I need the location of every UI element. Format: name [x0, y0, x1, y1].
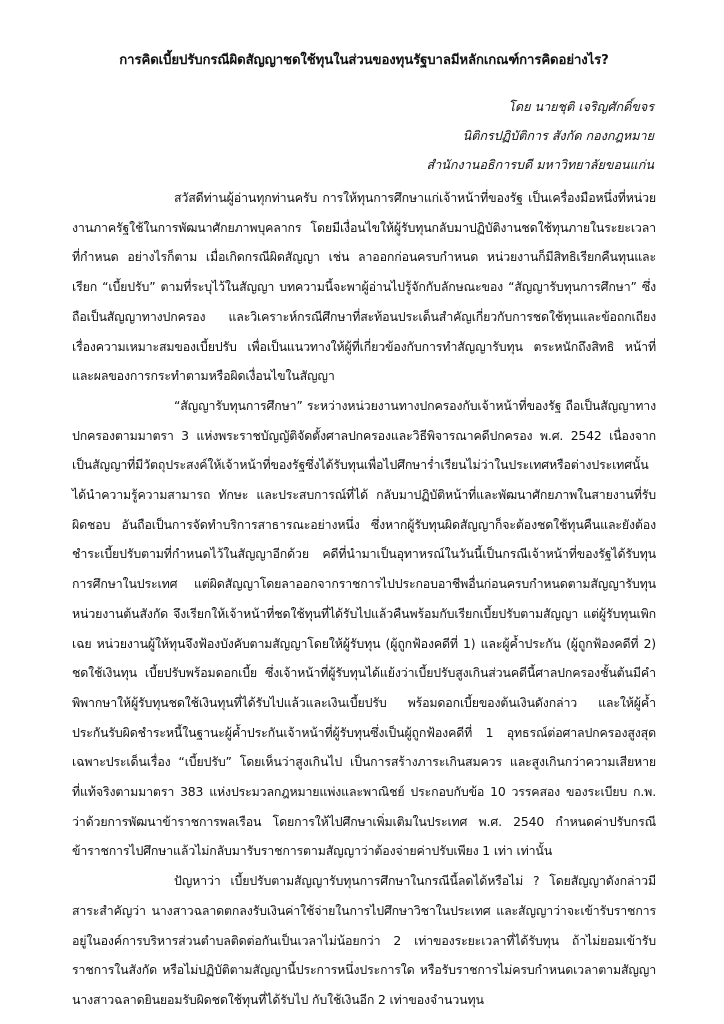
- author-position: นิติกรปฏิบัติการ สังกัด กองกฎหมาย: [462, 128, 654, 143]
- author-block: [72, 92, 656, 179]
- paragraph-case-facts: “สัญญารับทุนการศึกษา” ระหว่างหน่วยงานทางปกครองกับเจ้าหน้าที่ของรัฐ ถือเป็นสัญญาทางปกครองตามมาตรา 3 แห่งพระราชบัญญัติจัดตั้งศาลปกครองและวิธีพิจารณาคดีปกครอง พ.ศ. 2542 เนื่องจากเป็นสัญญาที่มีวัตถุประสงค์ให้เจ้าหน้าที่ของรัฐซึ่งได้รับทุนเพื่อไปศึกษาร่ำเรียนไม่ว่าในประเทศหรือต่างประเทศนั้น ได้นำความรู้ความสามารถ ทักษะ และประสบการณ์ที่ได้ กลับมาปฏิบัติหน้าที่และพัฒนาศักยภาพในสายงานที่รับผิดชอบ อันถือเป็นการจัดทำบริการสาธารณะอย่างหนึ่ง ซึ่งหากผู้รับทุนผิดสัญญาก็จะต้องชดใช้ทุนคืนและยังต้องชำระเบี้ยปรับตามที่กำหนดไว้ในสัญญาอีกด้วย คดีที่นำมาเป็นอุทาหรณ์ในวันนี้เป็นกรณีเจ้าหน้าที่ของรัฐได้รับทุนการศึกษาในประเทศ แต่ผิดสัญญาโดยลาออกจากราชการไปประกอบอาชีพอื่นก่อนครบกำหนดตามสัญญารับทุน หน่วยงานต้นสังกัด จึงเรียกให้เจ้าหน้าที่ชดใช้ทุนที่ได้รับไปแล้วคืนพร้อมกับเรียกเบี้ยปรับตามสัญญา แต่ผู้รับทุนเพิกเฉย หน่วยงานผู้ให้ทุนจึงฟ้องบังคับตามสัญญาโดยให้ผู้รับทุน (ผู้ถูกฟ้องคดีที่ 1) และผู้ค้ำประกัน (ผู้ถูกฟ้องคดีที่ 2) ชดใช้เงินทุน เบี้ยปรับพร้อมดอกเบี้ย ซึ่งเจ้าหน้าที่ผู้รับทุนได้แย้งว่าเบี้ยปรับสูงเกินส่วนคดีนี้ศาลปกครองชั้นต้นมีคำพิพากษาให้ผู้รับทุนชดใช้เงินทุนที่ได้รับไปแล้วและเงินเบี้ยปรับ พร้อมดอกเบี้ยของต้นเงินดังกล่าว และให้ผู้ค้ำประกันรับผิดชำระหนี้ในฐานะผู้ค้ำประกันเจ้าหน้าที่ผู้รับทุนซึ่งเป็นผู้ถูกฟ้องคดีที่ 1 อุทธรณ์ต่อศาลปกครองสูงสุดเฉพาะประเด็นเรื่อง “เบี้ยปรับ” โดยเห็นว่าสูงเกินไป เป็นการสร้างภาระเกินสมควร และสูงเกินกว่าความเสียหายที่แท้จริงตามมาตรา 383 แห่งประมวลกฎหมายแพ่งและพาณิชย์ ประกอบกับข้อ 10 วรรคสอง ของระเบียบ ก.พ. ว่าด้วยการพัฒนาข้าราชการพลเรือน โดยการให้ไปศึกษาเพิ่มเติมในประเทศ พ.ศ. 2540 กำหนดค่าปรับกรณีข้าราชการไปศึกษาแล้วไม่กลับมารับราชการตามสัญญาว่าต้องจ่ายค่าปรับเพียง 1 เท่า เท่านั้น: [72, 397, 656, 859]
- paragraph-issue: ปัญหาว่า เบี้ยปรับตามสัญญารับทุนการศึกษาในกรณีนี้ลดได้หรือไม่ ? โดยสัญญาดังกล่าวมีสาระสำคัญว่า นางสาวฉลาดตกลงรับเงินค่าใช้จ่ายในการไปศึกษาวิชาในประเทศ และสัญญาว่าจะเข้ารับราชการอยู่ในองค์การบริหารส่วนตำบลติดต่อกันเป็นเวลาไม่น้อยกว่า 2 เท่าของระยะเวลาที่ได้รับทุน ถ้าไม่ยอมเข้ารับราชการในสังกัด หรือไม่ปฏิบัติตามสัญญานี้ประการหนึ่งประการใด หรือรับราชการไม่ครบกำหนดเวลาตามสัญญา นางสาวฉลาดยินยอมรับผิดชดใช้ทุนที่ได้รับไป กับใช้เงินอีก 2 เท่าของจำนวนทุน: [72, 873, 656, 1007]
- paragraph-introduction: สวัสดีท่านผู้อ่านทุกท่านครับ การให้ทุนการศึกษาแก่เจ้าหน้าที่ของรัฐ เป็นเครื่องมือหนึ่งที่หน่วยงานภาครัฐใช้ในการพัฒนาศักยภาพบุคลากร โดยมีเงื่อนไขให้ผู้รับทุนกลับมาปฏิบัติงานชดใช้ทุนภายในระยะเวลาที่กำหนด อย่างไรก็ตาม เมื่อเกิดกรณีผิดสัญญา เช่น ลาออกก่อนครบกำหนด หน่วยงานก็มีสิทธิเรียกคืนทุนและเรียก “เบี้ยปรับ” ตามที่ระบุไว้ในสัญญา บทความนี้จะพาผู้อ่านไปรู้จักกับลักษณะของ “สัญญารับทุนการศึกษา” ซึ่งถือเป็นสัญญาทางปกครอง และวิเคราะห์กรณีศึกษาที่สะท้อนประเด็นสำคัญเกี่ยวกับการชดใช้ทุนและข้อถกเถียงเรื่องความเหมาะสมของเบี้ยปรับ เพื่อเป็นแนวทางให้ผู้ที่เกี่ยวข้องกับการทำสัญญารับทุน ตระหนักถึงสิทธิ หน้าที่ และผลของการกระทำตามหรือผิดเงื่อนไขในสัญญา: [72, 190, 656, 384]
- author-organization: สำนักงานอธิการบดี มหาวิทยาลัยขอนแก่น: [426, 157, 654, 172]
- document-title: การคิดเบี้ยปรับกรณีผิดสัญญาชดใช้ทุนในส่วนของทุนรัฐบาลมีหลักเกณฑ์การคิดอย่างไร?: [119, 53, 609, 68]
- author-name: โดย นายชุติ เจริญศักดิ์ขจร: [508, 99, 654, 114]
